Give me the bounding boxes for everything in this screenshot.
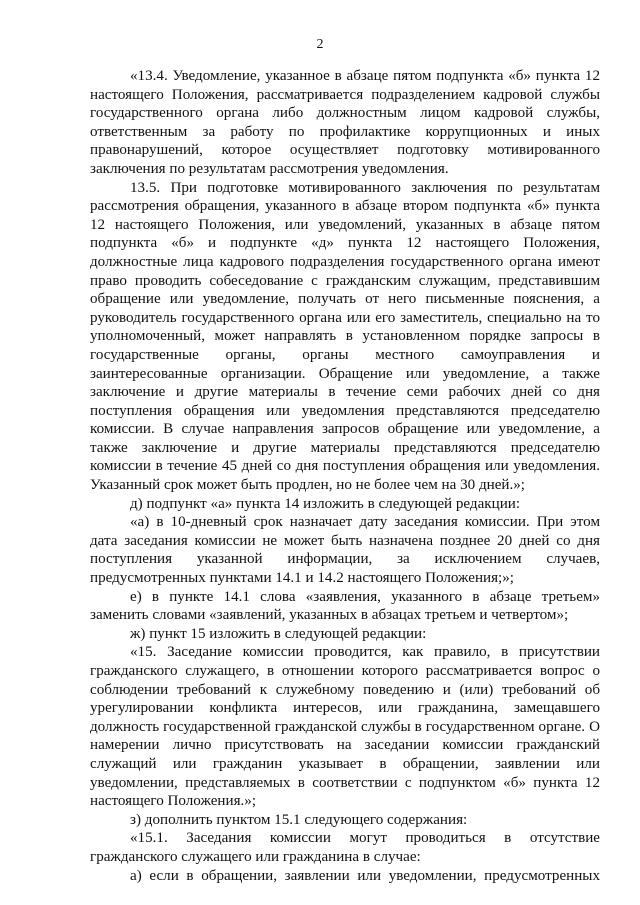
amendment-z: з) дополнить пунктом 15.1 следующего содержания: (130, 811, 468, 828)
amendment-e: е) в пункте 14.1 слова «заявления, указанного в абзаце третьем» заменить словами «заявлений, указанных в абзацах третьем и четвертом»; (90, 588, 600, 624)
paragraph-15: «15. Заседание комиссии проводится, как правило, в присутствии гражданского служащего, в отношении которого рассматривается вопрос о соблюдении требований к служебному поведению и (или) требований об урегулировании конфликта интересов, или гражданина, замещавшего должность государственной гражданской службы в государственном органе. О намерении лично присутствовать на заседании комиссии гражданский служащий или гражданин указывает в обращении, заявлении или уведомлении, представляемых в соответствии с подпунктом «б» пункта 12 настоящего Положения.»; (90, 644, 600, 810)
paragraph-15-1: «15.1. Заседания комиссии могут проводиться в отсутствие гражданского служащего или гражданина в случае: (90, 830, 600, 865)
page-number: 2 (316, 37, 324, 52)
subpoint-a-text: «а) в 10-дневный срок назначает дату заседания комиссии. При этом дата заседания комиссии не может быть назначена позднее 20 дней со дня поступления указанной информации, за исключением случаев, предусмотренных пунктами 14.1 и 14.2 настоящего Положения;»; (90, 514, 600, 587)
document-body (90, 67, 600, 885)
paragraph-13-5: 13.5. При подготовке мотивированного заключения по результатам рассмотрения обращения, указанного в абзаце втором подпункта «б» пункта 12 настоящего Положения, или уведомлений, указанных в абзаце пятом подпункта «б» и подпункте «д» пункта 12 настоящего Положения, должностные лица кадрового подразделения государственного органа имеют право проводить собеседование с гражданским служащим, представившим обращение или уведомление, получать от него письменные пояснения, а руководитель государственного органа или его заместитель, специально на то уполномоченный, может направлять в установленном порядке запросы в государственные органы, органы местного самоуправления и заинтересованные организации. Обращение или уведомление, а также заключение и другие материалы в течение семи рабочих дней со дня поступления обращения или уведомления представляются председателю комиссии. В случае направления запросов обращение или уведомление, а также заключение и другие материалы представляются председателю комиссии в течение 45 дней со дня поступления обращения или уведомления. Указанный срок может быть продлен, но не более чем на 30 дней.»; (90, 179, 600, 494)
amendment-d: д) подпункт «а» пункта 14 изложить в следующей редакции: (130, 495, 521, 512)
subpoint-a-continued: а) если в обращении, заявлении или уведомлении, предусмотренных (130, 867, 600, 884)
paragraph-13-4: «13.4. Уведомление, указанное в абзаце пятом подпункта «б» пункта 12 настоящего Положения, рассматривается подразделением кадровой службы государственного органа либо должностным лицом кадровой службы, ответственным за работу по профилактике коррупционных и иных правонарушений, которое осуществляет подготовку мотивированного заключения по результатам рассмотрения уведомления. (90, 68, 600, 177)
amendment-zh: ж) пункт 15 изложить в следующей редакции: (130, 625, 427, 642)
